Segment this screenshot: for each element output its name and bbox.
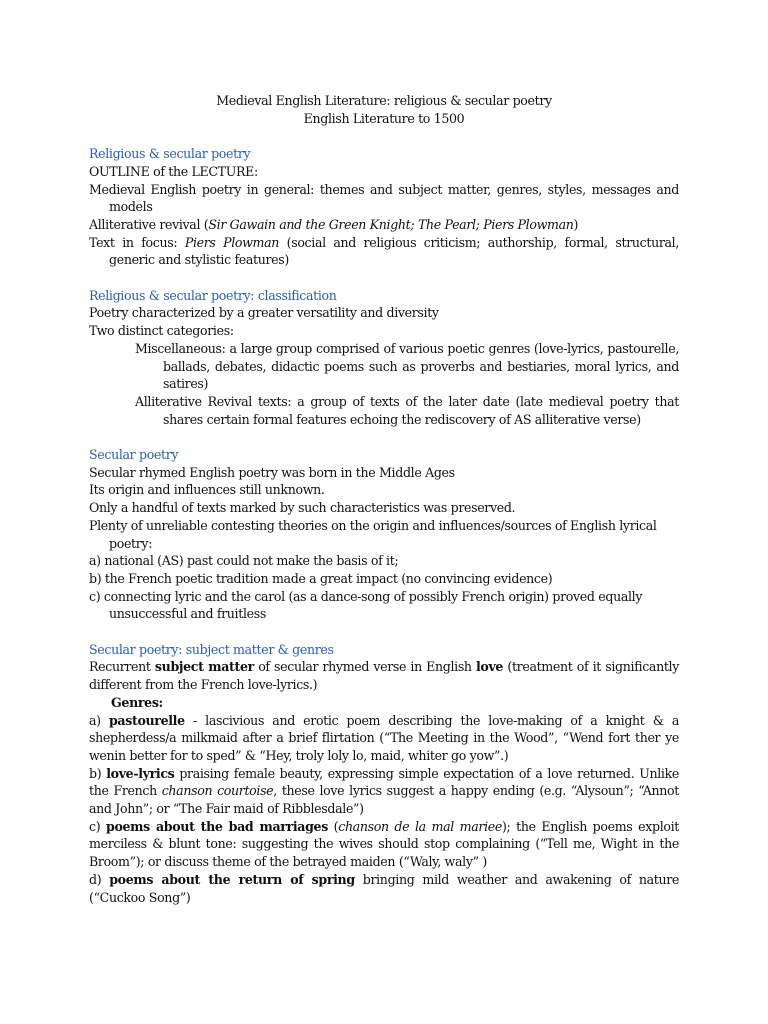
outline-item-general: Medieval English poetry in general: themes and subject matter, genres, styles, messages and models [89, 181, 679, 215]
genre-pastourelle: a) pastourelle - lascivious and erotic poem describing the love-making of a knight & a shepherdess/a milkmaid after a brief flirtation (“The Meeting in the Wood”, “Wend fort ther ye wenin better for to sped” & “Hey, troly loly lo, maid, whiter go yow”.) [89, 712, 680, 763]
paragraph: Two distinct categories: [89, 323, 234, 339]
section-heading-classification: Religious & secular poetry: classification [89, 287, 337, 303]
outline-item-text-in-focus: Text in focus: Piers Plowman (social and religious criticism; authorship, formal, structural, generic and stylistic features) [89, 234, 679, 268]
category-alliterative-revival: Alliterative Revival texts: a group of texts of the later date (late medieval poetry that shares certain formal features echoing the rediscovery of AS alliterative verse) [135, 393, 679, 427]
list-item: b) the French poetic tradition made a great impact (no convincing evidence) [89, 570, 553, 586]
document-body [89, 92, 679, 906]
genre-love-lyrics: b) love-lyrics praising female beauty, expressing simple expectation of a love returned. Unlike the French chanson courtoise, these love lyrics suggest a happy ending (e.g. “Alysoun”; “Annot and John”; or “The Fair maid of Ribblesdale”) [89, 765, 679, 817]
paragraph: Secular rhymed English poetry was born in the Middle Ages [89, 464, 455, 480]
genre-return-of-spring: d) poems about the return of spring bringing mild weather and awakening of nature (“Cuckoo Song”) [89, 871, 679, 905]
section-heading-religious-secular: Religious & secular poetry [89, 146, 251, 162]
section-heading-subject-matter-genres: Secular poetry: subject matter & genres [89, 641, 334, 657]
paragraph: Plenty of unreliable contesting theories on the origin and influences/sources of English lyrical poetry: [89, 517, 657, 551]
document-title: Medieval English Literature: religious & secular poetry [216, 93, 552, 108]
genres-label: Genres: [111, 694, 163, 710]
paragraph-subject-matter: Recurrent subject matter of secular rhymed verse in English love (treatment of it significantly different from the French love-lyrics.) [89, 659, 679, 693]
paragraph: Poetry characterized by a greater versatility and diversity [89, 305, 439, 321]
list-item: c) connecting lyric and the carol (as a dance-song of possibly French origin) proved equally unsuccessful and fruitless [89, 588, 643, 622]
paragraph: Only a handful of texts marked by such characteristics was preserved. [89, 500, 516, 516]
document-subtitle: English Literature to 1500 [303, 110, 465, 126]
outline-label: OUTLINE of the LECTURE: [89, 163, 258, 179]
genre-bad-marriages: c) poems about the bad marriages (chanson de la mal mariee); the English poems exploit merciless & blunt tone: suggesting the wives should stop complaining (“Tell me, Wight in the Broom”); or discuss theme of the betrayed maiden (“Waly, waly” ) [89, 818, 679, 870]
paragraph: Its origin and influences still unknown. [89, 482, 325, 498]
section-heading-secular-poetry: Secular poetry [89, 447, 179, 463]
list-item: a) national (AS) past could not make the basis of it; [89, 553, 399, 569]
category-miscellaneous: Miscellaneous: a large group comprised of various poetic genres (love-lyrics, pastourelle, ballads, debates, didactic poems such as proverbs and bestiaries, moral lyrics, and satires) [135, 340, 679, 392]
outline-item-alliterative: Alliterative revival (Sir Gawain and the Green Knight; The Pearl; Piers Plowman) [89, 216, 579, 232]
